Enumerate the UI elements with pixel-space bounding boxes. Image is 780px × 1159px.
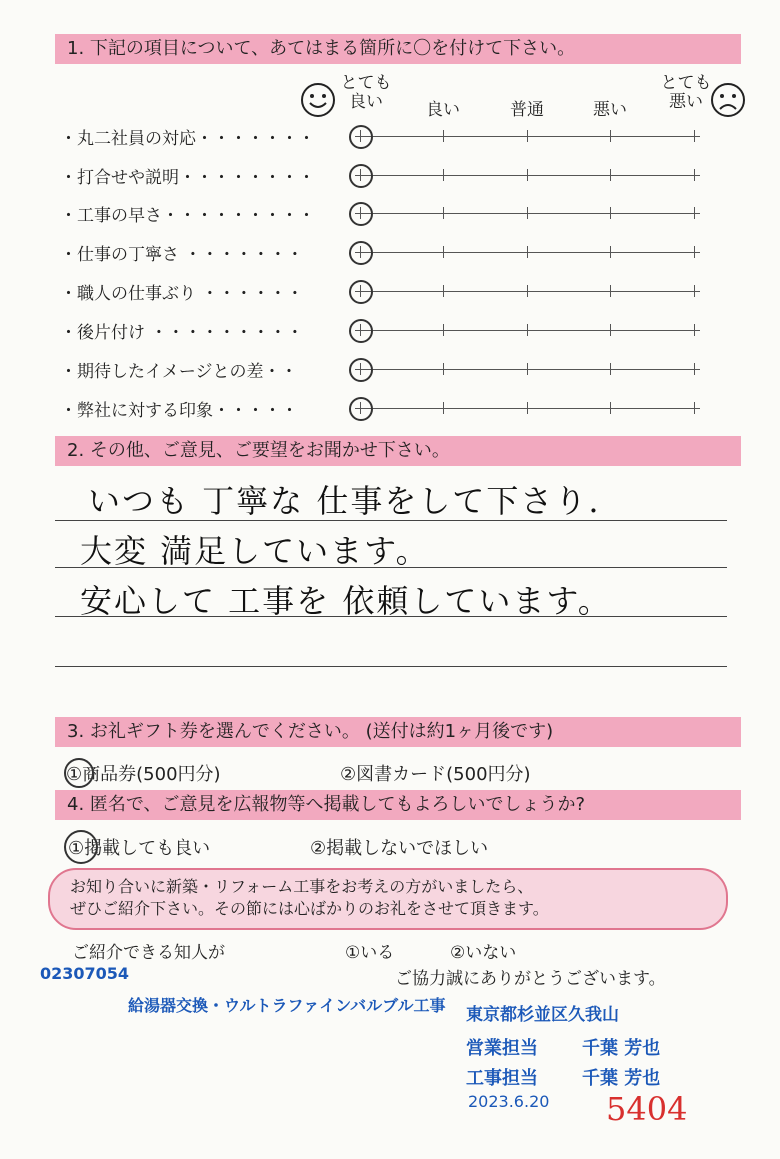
rating-tick[interactable] xyxy=(527,363,528,375)
rating-tick[interactable] xyxy=(443,324,444,336)
rating-tick[interactable] xyxy=(610,130,611,142)
selected-rating-circle xyxy=(349,241,373,265)
q2-heading: 2. その他、ご意見、ご要望をお聞かせ下さい。 xyxy=(55,436,741,466)
answer-line-1: いつも 丁寧な 仕事をして下さり. xyxy=(88,482,601,520)
selected-rating-circle xyxy=(349,125,373,149)
rating-tick[interactable] xyxy=(694,363,695,375)
selected-rating-circle xyxy=(349,397,373,421)
rating-tick[interactable] xyxy=(694,246,695,258)
rating-item-label: ・仕事の丁寧さ ・・・・・・・ xyxy=(60,245,304,265)
handwritten-number: 5404 xyxy=(606,1090,688,1128)
rating-tick[interactable] xyxy=(610,402,611,414)
rating-tick[interactable] xyxy=(610,246,611,258)
selected-rating-circle xyxy=(349,164,373,188)
rating-tick[interactable] xyxy=(443,363,444,375)
rating-tick[interactable] xyxy=(694,324,695,336)
referral-option-1[interactable]: ①いる xyxy=(345,943,395,963)
answer-rule xyxy=(55,666,727,667)
rating-tick[interactable] xyxy=(527,207,528,219)
construction-rep-name: 千葉 芳也 xyxy=(582,1068,661,1089)
rating-tick[interactable] xyxy=(694,402,695,414)
customer-code: 02307054 xyxy=(40,964,130,983)
rating-tick[interactable] xyxy=(527,402,528,414)
scale-very-good: とても 良い xyxy=(340,73,392,112)
q4-heading: 4. 匿名で、ご意見を広報物等へ掲載してもよろしいでしょうか? xyxy=(55,790,741,820)
work-description: 給湯器交換・ウルトラファインバルブル工事 xyxy=(128,996,446,1015)
selected-rating-circle xyxy=(349,319,373,343)
rating-tick[interactable] xyxy=(527,246,528,258)
gift-option-2[interactable]: ②図書カード(500円分) xyxy=(340,764,531,785)
referral-option-2[interactable]: ②いない xyxy=(450,943,517,963)
selected-rating-circle xyxy=(349,280,373,304)
scale-bad: 悪い xyxy=(593,100,627,120)
rating-tick[interactable] xyxy=(610,169,611,181)
rating-item-label: ・後片付け ・・・・・・・・・ xyxy=(60,323,304,343)
rating-tick[interactable] xyxy=(694,130,695,142)
rating-item-label: ・打合せや説明・・・・・・・・ xyxy=(60,168,315,188)
rating-tick[interactable] xyxy=(610,285,611,297)
rating-tick[interactable] xyxy=(694,207,695,219)
rating-tick[interactable] xyxy=(527,324,528,336)
selected-rating-circle xyxy=(349,358,373,382)
construction-rep-label: 工事担当 xyxy=(466,1068,538,1089)
scale-good: 良い xyxy=(426,100,460,120)
scale-normal: 普通 xyxy=(510,100,544,120)
q1-heading: 1. 下記の項目について、あてはまる箇所に〇を付けて下さい。 xyxy=(55,34,741,64)
smile-face-icon xyxy=(300,82,336,118)
survey-date: 2023.6.20 xyxy=(468,1092,550,1111)
publish-option-2[interactable]: ②掲載しないでほしい xyxy=(310,838,489,859)
rating-tick[interactable] xyxy=(443,207,444,219)
notice-line-2: ぜひご紹介下さい。その節には心ばかりのお礼をさせて頂きます。 xyxy=(70,899,549,918)
rating-tick[interactable] xyxy=(610,207,611,219)
publish-selection-mark xyxy=(64,830,98,864)
thanks-text: ご協力誠にありがとうございます。 xyxy=(395,969,666,989)
rating-item-label: ・職人の仕事ぶり ・・・・・・ xyxy=(60,284,304,304)
rating-tick[interactable] xyxy=(527,285,528,297)
location: 東京都杉並区久我山 xyxy=(466,1005,619,1025)
rating-tick[interactable] xyxy=(527,169,528,181)
sales-rep-label: 営業担当 xyxy=(466,1038,538,1059)
rating-item-label: ・弊社に対する印象・・・・・ xyxy=(60,401,298,421)
rating-tick[interactable] xyxy=(610,324,611,336)
sales-rep-name: 千葉 芳也 xyxy=(582,1038,661,1059)
referral-notice xyxy=(48,868,728,930)
rating-tick[interactable] xyxy=(443,130,444,142)
rating-tick[interactable] xyxy=(694,285,695,297)
answer-line-3: 安心して 工事を 依頼しています。 xyxy=(80,582,612,620)
q3-heading: 3. お礼ギフト券を選んでください。 (送付は約1ヶ月後です) xyxy=(55,717,741,747)
notice-line-1: お知り合いに新築・リフォーム工事をお考えの方がいましたら、 xyxy=(70,877,534,896)
gift-selection-mark xyxy=(64,758,94,788)
rating-tick[interactable] xyxy=(610,363,611,375)
selected-rating-circle xyxy=(349,202,373,226)
rating-tick[interactable] xyxy=(694,169,695,181)
rating-tick[interactable] xyxy=(443,402,444,414)
rating-item-label: ・工事の早さ・・・・・・・・・ xyxy=(60,206,315,226)
scale-very-bad: とても 悪い xyxy=(660,73,712,112)
rating-item-label: ・丸二社員の対応・・・・・・・ xyxy=(60,129,315,149)
publish-option-1[interactable]: ①掲載しても良い xyxy=(68,838,211,859)
rating-tick[interactable] xyxy=(443,246,444,258)
gift-option-1[interactable]: ①商品券(500円分) xyxy=(66,764,221,785)
answer-line-2: 大変 満足しています。 xyxy=(80,532,430,570)
referral-label: ご紹介できる知人が xyxy=(72,943,225,963)
rating-tick[interactable] xyxy=(443,285,444,297)
rating-item-label: ・期待したイメージとの差・・ xyxy=(60,362,298,382)
rating-tick[interactable] xyxy=(527,130,528,142)
rating-tick[interactable] xyxy=(443,169,444,181)
